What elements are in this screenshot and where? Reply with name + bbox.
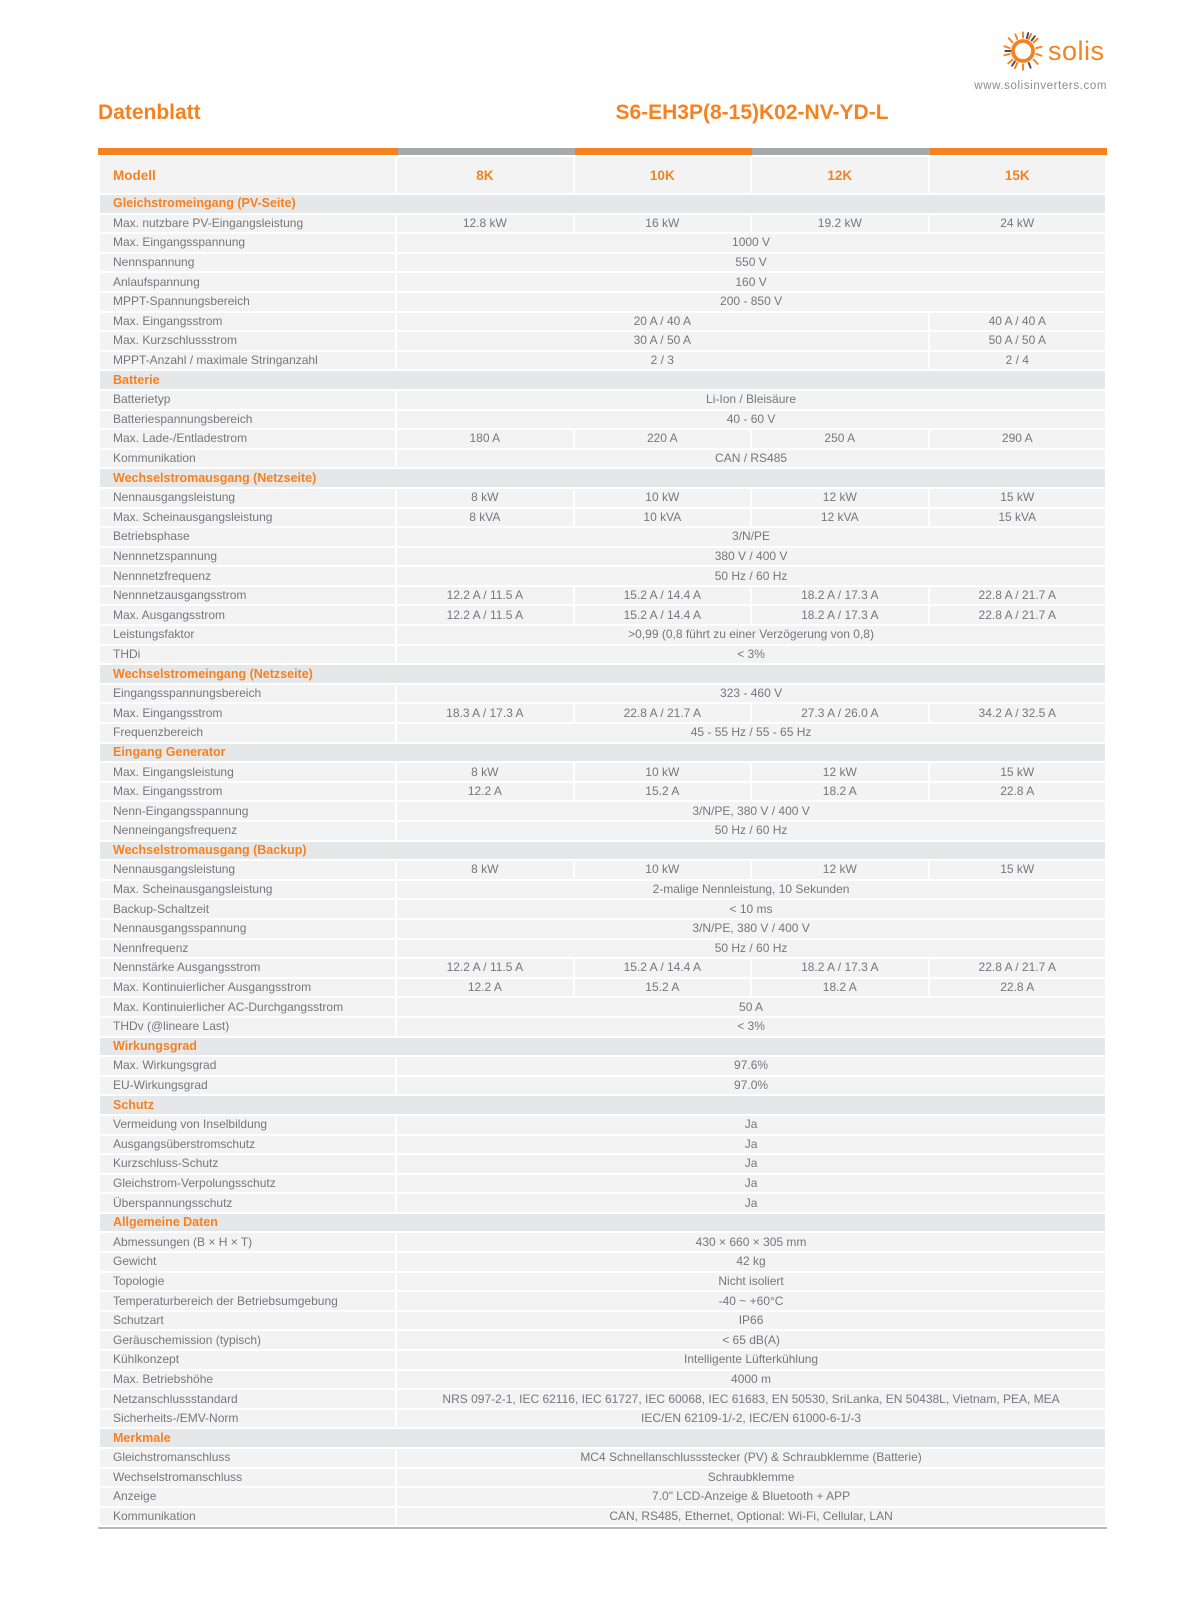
spec-value: 323 - 460 V — [397, 685, 1105, 703]
spec-value: 3/N/PE, 380 V / 400 V — [397, 802, 1105, 820]
spec-value: 97.6% — [397, 1057, 1105, 1075]
spec-row — [100, 1488, 1105, 1506]
spec-row — [100, 293, 1105, 311]
spec-label: Max. Eingangsstrom — [100, 704, 395, 722]
spec-value: 34.2 A / 32.5 A — [930, 704, 1105, 722]
spec-value: 7.0" LCD-Anzeige & Bluetooth + APP — [397, 1488, 1105, 1506]
spec-label: Vermeidung von Inselbildung — [100, 1116, 395, 1134]
spec-value: 42 kg — [397, 1253, 1105, 1271]
spec-label: Sicherheits-/EMV-Norm — [100, 1410, 395, 1428]
solis-logo — [1002, 28, 1107, 74]
spec-label: Max. Kontinuierlicher AC-Durchgangsstrom — [100, 998, 395, 1016]
section-title: Batterie — [100, 371, 1105, 389]
spec-label: Max. Eingangsstrom — [100, 783, 395, 801]
spec-value: 290 A — [930, 430, 1105, 448]
spec-value: 50 A / 50 A — [930, 332, 1105, 350]
model-row-label: Modell — [100, 157, 395, 193]
spec-value: 8 kW — [397, 489, 572, 507]
spec-row — [100, 1292, 1105, 1310]
spec-row — [100, 1410, 1105, 1428]
spec-value: 8 kW — [397, 763, 572, 781]
spec-row — [100, 1253, 1105, 1271]
top-bar-segment — [752, 148, 929, 155]
spec-value: 50 A — [397, 998, 1105, 1016]
section-header-row — [100, 1214, 1105, 1232]
spec-value: 22.8 A — [930, 783, 1105, 801]
spec-value: CAN, RS485, Ethernet, Optional: Wi-Fi, Cellular, LAN — [397, 1508, 1105, 1526]
spec-value: 380 V / 400 V — [397, 548, 1105, 566]
spec-table-body — [100, 157, 1105, 1525]
spec-row — [100, 1136, 1105, 1154]
spec-value: 8 kW — [397, 861, 572, 879]
top-bar-segment — [98, 148, 398, 155]
spec-row — [100, 489, 1105, 507]
spec-value: CAN / RS485 — [397, 450, 1105, 468]
spec-value: < 10 ms — [397, 900, 1105, 918]
spec-label: Ausgangsüberstromschutz — [100, 1136, 395, 1154]
spec-value: 15.2 A — [575, 783, 750, 801]
sunburst-icon — [1002, 30, 1044, 72]
spec-value: 18.2 A — [752, 979, 927, 997]
spec-value: 12.2 A / 11.5 A — [397, 587, 572, 605]
spec-row — [100, 959, 1105, 977]
section-title: Schutz — [100, 1096, 1105, 1114]
spec-value: 40 A / 40 A — [930, 313, 1105, 331]
spec-row — [100, 900, 1105, 918]
spec-row — [100, 998, 1105, 1016]
model-number-title: S6-EH3P(8-15)K02-NV-YD-L — [615, 101, 889, 124]
spec-label: Anlaufspannung — [100, 273, 395, 291]
section-header-row — [100, 744, 1105, 762]
spec-value: < 3% — [397, 1018, 1105, 1036]
spec-label: Anzeige — [100, 1488, 395, 1506]
spec-value: 12 kW — [752, 489, 927, 507]
spec-value: IP66 — [397, 1312, 1105, 1330]
spec-label: Max. Betriebshöhe — [100, 1371, 395, 1389]
spec-value: 18.3 A / 17.3 A — [397, 704, 572, 722]
spec-row — [100, 450, 1105, 468]
spec-row — [100, 411, 1105, 429]
spec-value: 12.2 A / 11.5 A — [397, 959, 572, 977]
spec-label: EU-Wirkungsgrad — [100, 1077, 395, 1095]
spec-label: Nennausgangsspannung — [100, 920, 395, 938]
spec-row — [100, 215, 1105, 233]
spec-label: Max. Eingangsstrom — [100, 313, 395, 331]
model-column-header: 10K — [575, 157, 750, 193]
spec-row — [100, 881, 1105, 899]
spec-label: Nennnetzspannung — [100, 548, 395, 566]
spec-row — [100, 724, 1105, 742]
model-column-header: 15K — [930, 157, 1105, 193]
spec-row — [100, 509, 1105, 527]
spec-label: Eingangsspannungsbereich — [100, 685, 395, 703]
spec-value: 10 kW — [575, 763, 750, 781]
spec-row — [100, 1233, 1105, 1251]
spec-row — [100, 1057, 1105, 1075]
spec-value: 10 kW — [575, 489, 750, 507]
spec-label: Kommunikation — [100, 1508, 395, 1526]
section-title: Wechselstromeingang (Netzseite) — [100, 665, 1105, 683]
spec-row — [100, 979, 1105, 997]
spec-label: Nenn-Eingangsspannung — [100, 802, 395, 820]
spec-label: Topologie — [100, 1273, 395, 1291]
spec-row — [100, 273, 1105, 291]
spec-row — [100, 704, 1105, 722]
spec-value: MC4 Schnellanschlussstecker (PV) & Schraubklemme (Batterie) — [397, 1449, 1105, 1467]
spec-row — [100, 1449, 1105, 1467]
spec-label: Betriebsphase — [100, 528, 395, 546]
spec-value: 550 V — [397, 254, 1105, 272]
spec-label: MPPT-Spannungsbereich — [100, 293, 395, 311]
spec-table-wrap — [98, 148, 1107, 1529]
spec-row — [100, 313, 1105, 331]
spec-value: 10 kVA — [575, 509, 750, 527]
section-title: Merkmale — [100, 1429, 1105, 1447]
spec-label: Max. Scheinausgangsleistung — [100, 881, 395, 899]
model-column-header: 8K — [397, 157, 572, 193]
spec-row — [100, 1508, 1105, 1526]
spec-value: Ja — [397, 1136, 1105, 1154]
spec-value: 12 kW — [752, 763, 927, 781]
spec-value: 50 Hz / 60 Hz — [397, 940, 1105, 958]
spec-value: 220 A — [575, 430, 750, 448]
spec-row — [100, 763, 1105, 781]
spec-label: Max. Ausgangsstrom — [100, 606, 395, 624]
spec-value: 15.2 A / 14.4 A — [575, 959, 750, 977]
spec-value: 22.8 A / 21.7 A — [930, 587, 1105, 605]
spec-row — [100, 528, 1105, 546]
spec-label: Leistungsfaktor — [100, 626, 395, 644]
spec-label: Nennausgangsleistung — [100, 861, 395, 879]
spec-value: 160 V — [397, 273, 1105, 291]
spec-value: 4000 m — [397, 1371, 1105, 1389]
spec-row — [100, 567, 1105, 585]
spec-value: 15.2 A — [575, 979, 750, 997]
spec-value: Schraubklemme — [397, 1469, 1105, 1487]
spec-value: 12.2 A — [397, 783, 572, 801]
spec-value: 50 Hz / 60 Hz — [397, 567, 1105, 585]
spec-row — [100, 822, 1105, 840]
spec-value: 15.2 A / 14.4 A — [575, 587, 750, 605]
spec-label: Nennfrequenz — [100, 940, 395, 958]
spec-value: 22.8 A / 21.7 A — [575, 704, 750, 722]
top-bar-segment — [398, 148, 575, 155]
spec-row — [100, 352, 1105, 370]
spec-label: Nennspannung — [100, 254, 395, 272]
spec-value: 50 Hz / 60 Hz — [397, 822, 1105, 840]
spec-value: 8 kVA — [397, 509, 572, 527]
section-header-row — [100, 195, 1105, 213]
spec-value: Ja — [397, 1155, 1105, 1173]
top-bar-segment — [930, 148, 1107, 155]
section-title: Wechselstromausgang (Backup) — [100, 842, 1105, 860]
spec-label: MPPT-Anzahl / maximale Stringanzahl — [100, 352, 395, 370]
spec-label: Max. nutzbare PV-Eingangsleistung — [100, 215, 395, 233]
spec-value: Ja — [397, 1194, 1105, 1212]
spec-label: Frequenzbereich — [100, 724, 395, 742]
spec-row — [100, 548, 1105, 566]
spec-label: Batteriespannungsbereich — [100, 411, 395, 429]
spec-label: Max. Kontinuierlicher Ausgangsstrom — [100, 979, 395, 997]
spec-row — [100, 1194, 1105, 1212]
spec-value: 18.2 A / 17.3 A — [752, 587, 927, 605]
spec-value: < 65 dB(A) — [397, 1331, 1105, 1349]
spec-value: 24 kW — [930, 215, 1105, 233]
spec-row — [100, 940, 1105, 958]
section-header-row — [100, 1429, 1105, 1447]
spec-value: 180 A — [397, 430, 572, 448]
spec-label: Nennnetzausgangsstrom — [100, 587, 395, 605]
spec-row — [100, 234, 1105, 252]
spec-value: 2-malige Nennleistung, 10 Sekunden — [397, 881, 1105, 899]
spec-row — [100, 685, 1105, 703]
spec-value: 12 kW — [752, 861, 927, 879]
section-header-row — [100, 842, 1105, 860]
spec-label: Max. Scheinausgangsleistung — [100, 509, 395, 527]
spec-row — [100, 430, 1105, 448]
spec-value: 18.2 A / 17.3 A — [752, 606, 927, 624]
spec-row — [100, 391, 1105, 409]
spec-label: Max. Kurzschlussstrom — [100, 332, 395, 350]
spec-value: 19.2 kW — [752, 215, 927, 233]
spec-label: Netzanschlussstandard — [100, 1390, 395, 1408]
spec-value: 10 kW — [575, 861, 750, 879]
spec-value: 200 - 850 V — [397, 293, 1105, 311]
section-header-row — [100, 469, 1105, 487]
spec-value: 15 kW — [930, 763, 1105, 781]
spec-value: 20 A / 40 A — [397, 313, 927, 331]
spec-value: 1000 V — [397, 234, 1105, 252]
spec-label: Temperaturbereich der Betriebsumgebung — [100, 1292, 395, 1310]
spec-row — [100, 1390, 1105, 1408]
spec-value: 30 A / 50 A — [397, 332, 927, 350]
spec-row — [100, 1351, 1105, 1369]
spec-value: Intelligente Lüfterkühlung — [397, 1351, 1105, 1369]
spec-value: Ja — [397, 1175, 1105, 1193]
spec-row — [100, 1331, 1105, 1349]
spec-label: Gleichstrom-Verpolungsschutz — [100, 1175, 395, 1193]
spec-value: 22.8 A — [930, 979, 1105, 997]
spec-row — [100, 606, 1105, 624]
spec-value: 22.8 A / 21.7 A — [930, 959, 1105, 977]
title-row — [98, 101, 1107, 129]
spec-row — [100, 1469, 1105, 1487]
spec-value: 27.3 A / 26.0 A — [752, 704, 927, 722]
spec-label: Wechselstromanschluss — [100, 1469, 395, 1487]
spec-row — [100, 1155, 1105, 1173]
top-bar-segment — [575, 148, 752, 155]
spec-label: Schutzart — [100, 1312, 395, 1330]
spec-value: 2 / 4 — [930, 352, 1105, 370]
section-title: Allgemeine Daten — [100, 1214, 1105, 1232]
spec-value: 15.2 A / 14.4 A — [575, 606, 750, 624]
spec-label: Batterietyp — [100, 391, 395, 409]
spec-label: Max. Eingangsspannung — [100, 234, 395, 252]
section-header-row — [100, 1096, 1105, 1114]
spec-label: THDi — [100, 646, 395, 664]
spec-value: 250 A — [752, 430, 927, 448]
spec-table — [98, 155, 1107, 1527]
spec-value: 22.8 A / 21.7 A — [930, 606, 1105, 624]
model-column-header: 12K — [752, 157, 927, 193]
spec-value: 15 kW — [930, 489, 1105, 507]
spec-value: -40 ~ +60°C — [397, 1292, 1105, 1310]
spec-value: 12.2 A — [397, 979, 572, 997]
spec-value: 3/N/PE — [397, 528, 1105, 546]
document-title: Datenblatt — [98, 101, 201, 124]
spec-label: Überspannungsschutz — [100, 1194, 395, 1212]
spec-value: 12.2 A / 11.5 A — [397, 606, 572, 624]
spec-label: Nennstärke Ausgangsstrom — [100, 959, 395, 977]
spec-value: 3/N/PE, 380 V / 400 V — [397, 920, 1105, 938]
spec-value: 430 × 660 × 305 mm — [397, 1233, 1105, 1251]
spec-value: < 3% — [397, 646, 1105, 664]
spec-row — [100, 920, 1105, 938]
spec-row — [100, 802, 1105, 820]
spec-row — [100, 1077, 1105, 1095]
spec-label: Kühlkonzept — [100, 1351, 395, 1369]
spec-label: Abmessungen (B × H × T) — [100, 1233, 395, 1251]
spec-row — [100, 254, 1105, 272]
spec-value: Nicht isoliert — [397, 1273, 1105, 1291]
spec-row — [100, 1273, 1105, 1291]
spec-label: Nennnetzfrequenz — [100, 567, 395, 585]
logo-wordmark: solis — [1048, 35, 1105, 66]
spec-value: 16 kW — [575, 215, 750, 233]
spec-value: 18.2 A / 17.3 A — [752, 959, 927, 977]
spec-value: 12.8 kW — [397, 215, 572, 233]
spec-row — [100, 626, 1105, 644]
section-title: Eingang Generator — [100, 744, 1105, 762]
spec-label: Kurzschluss-Schutz — [100, 1155, 395, 1173]
spec-row — [100, 1116, 1105, 1134]
spec-value: 40 - 60 V — [397, 411, 1105, 429]
model-header-row — [100, 157, 1105, 193]
spec-value: 12 kVA — [752, 509, 927, 527]
spec-label: Max. Lade-/Entladestrom — [100, 430, 395, 448]
spec-label: Max. Wirkungsgrad — [100, 1057, 395, 1075]
spec-row — [100, 1175, 1105, 1193]
spec-row — [100, 1018, 1105, 1036]
spec-label: Kommunikation — [100, 450, 395, 468]
spec-value: 15 kVA — [930, 509, 1105, 527]
spec-row — [100, 861, 1105, 879]
spec-label: Gleichstromanschluss — [100, 1449, 395, 1467]
spec-value: 45 - 55 Hz / 55 - 65 Hz — [397, 724, 1105, 742]
spec-value: 18.2 A — [752, 783, 927, 801]
spec-row — [100, 587, 1105, 605]
spec-label: Backup-Schaltzeit — [100, 900, 395, 918]
spec-value: 15 kW — [930, 861, 1105, 879]
section-title: Wirkungsgrad — [100, 1038, 1105, 1056]
section-header-row — [100, 371, 1105, 389]
spec-label: Geräuschemission (typisch) — [100, 1331, 395, 1349]
table-top-bar — [98, 148, 1107, 155]
spec-label: Gewicht — [100, 1253, 395, 1271]
table-bottom-border — [98, 1527, 1107, 1529]
spec-value: NRS 097-2-1, IEC 62116, IEC 61727, IEC 60068, IEC 61683, EN 50530, SriLanka, EN 50438L, Vietnam, PEA, MEA — [397, 1390, 1105, 1408]
spec-value: >0,99 (0,8 führt zu einer Verzögerung von 0,8) — [397, 626, 1105, 644]
spec-value: Ja — [397, 1116, 1105, 1134]
spec-row — [100, 1312, 1105, 1330]
spec-label: Max. Eingangsleistung — [100, 763, 395, 781]
spec-row — [100, 332, 1105, 350]
section-header-row — [100, 1038, 1105, 1056]
spec-row — [100, 1371, 1105, 1389]
spec-value: 2 / 3 — [397, 352, 927, 370]
website-url: www.solisinverters.com — [974, 80, 1107, 92]
spec-value: Li-Ion / Bleisäure — [397, 391, 1105, 409]
spec-row — [100, 646, 1105, 664]
spec-label: Nenneingangsfrequenz — [100, 822, 395, 840]
spec-row — [100, 783, 1105, 801]
spec-value: 97.0% — [397, 1077, 1105, 1095]
spec-value: IEC/EN 62109-1/-2, IEC/EN 61000-6-1/-3 — [397, 1410, 1105, 1428]
spec-label: THDv (@lineare Last) — [100, 1018, 395, 1036]
spec-label: Nennausgangsleistung — [100, 489, 395, 507]
section-title: Wechselstromausgang (Netzseite) — [100, 469, 1105, 487]
section-title: Gleichstromeingang (PV-Seite) — [100, 195, 1105, 213]
section-header-row — [100, 665, 1105, 683]
